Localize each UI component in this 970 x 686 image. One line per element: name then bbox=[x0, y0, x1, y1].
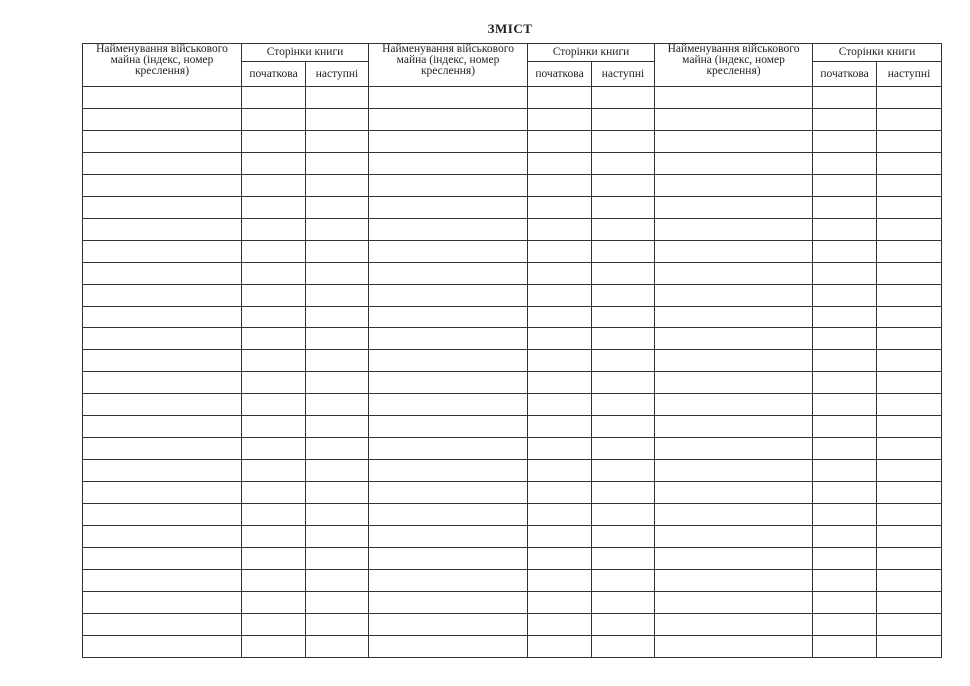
table-cell bbox=[369, 438, 528, 460]
table-cell bbox=[83, 87, 242, 109]
table-cell bbox=[242, 328, 306, 350]
table-cell bbox=[655, 416, 813, 438]
table-cell bbox=[369, 328, 528, 350]
table-cell bbox=[306, 372, 369, 394]
table-cell bbox=[83, 328, 242, 350]
table-cell bbox=[242, 569, 306, 591]
table-cell bbox=[655, 306, 813, 328]
table-cell bbox=[877, 174, 942, 196]
table-row bbox=[83, 416, 942, 438]
table-cell bbox=[592, 240, 655, 262]
table-cell bbox=[592, 548, 655, 570]
table-cell bbox=[83, 569, 242, 591]
table-cell bbox=[528, 569, 592, 591]
table-cell bbox=[369, 196, 528, 218]
table-cell bbox=[877, 438, 942, 460]
table-cell bbox=[83, 306, 242, 328]
table-cell bbox=[242, 152, 306, 174]
table-row bbox=[83, 108, 942, 130]
column-header-next: наступні bbox=[592, 62, 655, 87]
table-cell bbox=[877, 218, 942, 240]
table-cell bbox=[242, 262, 306, 284]
table-cell bbox=[369, 306, 528, 328]
table-cell bbox=[369, 548, 528, 570]
table-cell bbox=[306, 196, 369, 218]
column-header-name: Найменування військового майна (індекс, номер креслення) bbox=[655, 44, 813, 87]
table-cell bbox=[813, 130, 877, 152]
table-cell bbox=[306, 569, 369, 591]
table-cell bbox=[877, 613, 942, 635]
table-cell bbox=[242, 635, 306, 657]
table-cell bbox=[306, 218, 369, 240]
table-cell bbox=[877, 350, 942, 372]
table-cell bbox=[83, 548, 242, 570]
table-cell bbox=[242, 482, 306, 504]
table-cell bbox=[655, 152, 813, 174]
table-cell bbox=[83, 218, 242, 240]
table-cell bbox=[306, 284, 369, 306]
table-cell bbox=[369, 218, 528, 240]
table-cell bbox=[242, 284, 306, 306]
table-cell bbox=[306, 416, 369, 438]
table-cell bbox=[528, 504, 592, 526]
table-cell bbox=[528, 548, 592, 570]
table-cell bbox=[877, 152, 942, 174]
table-cell bbox=[83, 152, 242, 174]
table-cell bbox=[306, 504, 369, 526]
header-row bbox=[83, 44, 942, 62]
table-cell bbox=[369, 526, 528, 548]
table-cell bbox=[592, 569, 655, 591]
table-cell bbox=[242, 526, 306, 548]
table-cell bbox=[528, 218, 592, 240]
table-cell bbox=[83, 350, 242, 372]
table-cell bbox=[813, 152, 877, 174]
table-cell bbox=[242, 87, 306, 109]
table-cell bbox=[655, 372, 813, 394]
table-cell bbox=[655, 240, 813, 262]
table-cell bbox=[877, 196, 942, 218]
table-cell bbox=[83, 240, 242, 262]
table-row bbox=[83, 240, 942, 262]
table-cell bbox=[813, 504, 877, 526]
table-row bbox=[83, 613, 942, 635]
table-cell bbox=[877, 394, 942, 416]
table-row bbox=[83, 218, 942, 240]
table-cell bbox=[83, 196, 242, 218]
column-header-next: наступні bbox=[306, 62, 369, 87]
table-cell bbox=[655, 548, 813, 570]
table-cell bbox=[369, 482, 528, 504]
table-cell bbox=[592, 108, 655, 130]
table-cell bbox=[592, 87, 655, 109]
table-cell bbox=[369, 108, 528, 130]
table-cell bbox=[877, 240, 942, 262]
table-cell bbox=[592, 482, 655, 504]
table-cell bbox=[592, 372, 655, 394]
table-cell bbox=[306, 350, 369, 372]
table-cell bbox=[83, 416, 242, 438]
table-cell bbox=[83, 635, 242, 657]
table-cell bbox=[528, 460, 592, 482]
table-cell bbox=[813, 416, 877, 438]
table-cell bbox=[306, 438, 369, 460]
table-cell bbox=[655, 262, 813, 284]
table-cell bbox=[528, 87, 592, 109]
table-cell bbox=[528, 306, 592, 328]
table-cell bbox=[528, 108, 592, 130]
table-cell bbox=[306, 87, 369, 109]
table-cell bbox=[813, 526, 877, 548]
table-cell bbox=[83, 174, 242, 196]
table-cell bbox=[528, 416, 592, 438]
table-cell bbox=[83, 372, 242, 394]
table-cell bbox=[83, 438, 242, 460]
table-cell bbox=[655, 328, 813, 350]
table-cell bbox=[306, 328, 369, 350]
column-header-pages: Сторінки книги bbox=[528, 44, 655, 62]
column-header-initial: початкова bbox=[813, 62, 877, 87]
table-cell bbox=[592, 350, 655, 372]
table-cell bbox=[306, 591, 369, 613]
table-cell bbox=[655, 526, 813, 548]
table-cell bbox=[813, 460, 877, 482]
table-cell bbox=[242, 306, 306, 328]
table-cell bbox=[528, 482, 592, 504]
table-cell bbox=[877, 526, 942, 548]
table-cell bbox=[306, 240, 369, 262]
table-cell bbox=[592, 306, 655, 328]
table-cell bbox=[306, 174, 369, 196]
table-cell bbox=[592, 174, 655, 196]
table-cell bbox=[369, 240, 528, 262]
table-cell bbox=[306, 306, 369, 328]
table-cell bbox=[369, 350, 528, 372]
table-cell bbox=[877, 504, 942, 526]
table-cell bbox=[813, 174, 877, 196]
table-cell bbox=[877, 591, 942, 613]
table-cell bbox=[592, 262, 655, 284]
table-cell bbox=[83, 526, 242, 548]
table-cell bbox=[242, 372, 306, 394]
table-cell bbox=[83, 460, 242, 482]
table-cell bbox=[369, 460, 528, 482]
table-cell bbox=[592, 416, 655, 438]
table-cell bbox=[877, 328, 942, 350]
table-cell bbox=[655, 460, 813, 482]
table-row bbox=[83, 438, 942, 460]
table-cell bbox=[242, 196, 306, 218]
table-cell bbox=[83, 108, 242, 130]
table-cell bbox=[813, 350, 877, 372]
table-cell bbox=[592, 196, 655, 218]
table-cell bbox=[242, 591, 306, 613]
table-cell bbox=[242, 174, 306, 196]
table-cell bbox=[242, 438, 306, 460]
table-cell bbox=[877, 108, 942, 130]
table-cell bbox=[813, 438, 877, 460]
table-cell bbox=[655, 350, 813, 372]
table-row bbox=[83, 591, 942, 613]
table-cell bbox=[242, 460, 306, 482]
table-cell bbox=[655, 569, 813, 591]
table-cell bbox=[242, 504, 306, 526]
table-cell bbox=[655, 87, 813, 109]
table-cell bbox=[83, 394, 242, 416]
table-cell bbox=[306, 130, 369, 152]
table-cell bbox=[528, 635, 592, 657]
column-header-initial: початкова bbox=[242, 62, 306, 87]
table-cell bbox=[592, 526, 655, 548]
column-header-name: Найменування військового майна (індекс, номер креслення) bbox=[83, 44, 242, 87]
table-cell bbox=[655, 394, 813, 416]
table-cell bbox=[813, 548, 877, 570]
table-cell bbox=[813, 482, 877, 504]
table-cell bbox=[813, 87, 877, 109]
table-row bbox=[83, 196, 942, 218]
table-row bbox=[83, 372, 942, 394]
table-cell bbox=[242, 548, 306, 570]
table-row bbox=[83, 460, 942, 482]
table-cell bbox=[592, 284, 655, 306]
table-cell bbox=[655, 591, 813, 613]
table-cell bbox=[877, 130, 942, 152]
table-cell bbox=[528, 174, 592, 196]
table-cell bbox=[813, 372, 877, 394]
table-cell bbox=[369, 372, 528, 394]
table-cell bbox=[528, 130, 592, 152]
table-row bbox=[83, 306, 942, 328]
table-cell bbox=[242, 350, 306, 372]
table-cell bbox=[83, 284, 242, 306]
table-cell bbox=[369, 130, 528, 152]
table-cell bbox=[877, 482, 942, 504]
table-cell bbox=[242, 613, 306, 635]
table-cell bbox=[813, 569, 877, 591]
table-cell bbox=[528, 394, 592, 416]
table-row bbox=[83, 87, 942, 109]
table-cell bbox=[528, 284, 592, 306]
table-cell bbox=[592, 504, 655, 526]
table-cell bbox=[877, 262, 942, 284]
table-row bbox=[83, 152, 942, 174]
column-header-pages: Сторінки книги bbox=[242, 44, 369, 62]
table-cell bbox=[813, 613, 877, 635]
table-cell bbox=[655, 635, 813, 657]
table-cell bbox=[877, 306, 942, 328]
table-cell bbox=[813, 284, 877, 306]
table-cell bbox=[592, 218, 655, 240]
table-cell bbox=[83, 262, 242, 284]
table-cell bbox=[528, 328, 592, 350]
table-row bbox=[83, 130, 942, 152]
table-cell bbox=[306, 394, 369, 416]
table-cell bbox=[592, 460, 655, 482]
table-cell bbox=[369, 284, 528, 306]
table-cell bbox=[369, 613, 528, 635]
table-cell bbox=[877, 87, 942, 109]
table-row bbox=[83, 548, 942, 570]
table-cell bbox=[877, 635, 942, 657]
column-header-initial: початкова bbox=[528, 62, 592, 87]
table-cell bbox=[655, 613, 813, 635]
table-cell bbox=[369, 174, 528, 196]
table-row bbox=[83, 504, 942, 526]
table-cell bbox=[877, 284, 942, 306]
column-header-pages: Сторінки книги bbox=[813, 44, 942, 62]
table-cell bbox=[83, 613, 242, 635]
table-row bbox=[83, 394, 942, 416]
table-cell bbox=[528, 152, 592, 174]
table-cell bbox=[655, 108, 813, 130]
table-cell bbox=[242, 218, 306, 240]
table-row bbox=[83, 328, 942, 350]
table-cell bbox=[83, 591, 242, 613]
table-cell bbox=[369, 635, 528, 657]
table-cell bbox=[369, 504, 528, 526]
table-row bbox=[83, 284, 942, 306]
table-cell bbox=[369, 591, 528, 613]
table-cell bbox=[306, 460, 369, 482]
table-cell bbox=[83, 504, 242, 526]
table-cell bbox=[528, 240, 592, 262]
table-cell bbox=[528, 350, 592, 372]
table-cell bbox=[306, 548, 369, 570]
table-cell bbox=[592, 394, 655, 416]
table-cell bbox=[592, 130, 655, 152]
table-cell bbox=[242, 394, 306, 416]
table-cell bbox=[242, 130, 306, 152]
table-cell bbox=[813, 108, 877, 130]
table-row bbox=[83, 526, 942, 548]
table-cell bbox=[242, 240, 306, 262]
table-cell bbox=[528, 196, 592, 218]
table-cell bbox=[306, 613, 369, 635]
table-cell bbox=[528, 613, 592, 635]
column-header-name: Найменування військового майна (індекс, номер креслення) bbox=[369, 44, 528, 87]
table-cell bbox=[592, 613, 655, 635]
table-cell bbox=[655, 482, 813, 504]
table-cell bbox=[655, 504, 813, 526]
table-cell bbox=[655, 196, 813, 218]
table-cell bbox=[813, 328, 877, 350]
table-row bbox=[83, 569, 942, 591]
table-cell bbox=[306, 152, 369, 174]
table-cell bbox=[813, 306, 877, 328]
table-cell bbox=[306, 482, 369, 504]
table-cell bbox=[655, 130, 813, 152]
table-cell bbox=[877, 548, 942, 570]
table-cell bbox=[877, 416, 942, 438]
table-cell bbox=[369, 152, 528, 174]
table-cell bbox=[655, 438, 813, 460]
table-cell bbox=[592, 591, 655, 613]
table-cell bbox=[655, 174, 813, 196]
column-header-next: наступні bbox=[877, 62, 942, 87]
table-cell bbox=[242, 108, 306, 130]
table-row bbox=[83, 350, 942, 372]
table-cell bbox=[369, 87, 528, 109]
table-cell bbox=[369, 262, 528, 284]
table-cell bbox=[592, 438, 655, 460]
table-cell bbox=[369, 416, 528, 438]
table-cell bbox=[306, 108, 369, 130]
table-cell bbox=[528, 262, 592, 284]
table-cell bbox=[83, 482, 242, 504]
table-row bbox=[83, 174, 942, 196]
table-row bbox=[83, 635, 942, 657]
table-cell bbox=[592, 328, 655, 350]
table-cell bbox=[83, 130, 242, 152]
table-cell bbox=[655, 218, 813, 240]
table-row bbox=[83, 482, 942, 504]
table-cell bbox=[528, 591, 592, 613]
table-cell bbox=[592, 635, 655, 657]
table-cell bbox=[369, 394, 528, 416]
contents-table bbox=[82, 43, 942, 658]
table-cell bbox=[528, 438, 592, 460]
table-cell bbox=[877, 569, 942, 591]
table-cell bbox=[242, 416, 306, 438]
table-cell bbox=[528, 372, 592, 394]
table-cell bbox=[369, 569, 528, 591]
page-title: ЗМІСТ bbox=[487, 21, 533, 36]
table-cell bbox=[813, 196, 877, 218]
table-cell bbox=[528, 526, 592, 548]
table-cell bbox=[813, 240, 877, 262]
table-cell bbox=[306, 526, 369, 548]
table-cell bbox=[655, 284, 813, 306]
table-cell bbox=[813, 591, 877, 613]
table-cell bbox=[813, 635, 877, 657]
table-cell bbox=[813, 262, 877, 284]
table-row bbox=[83, 262, 942, 284]
table-cell bbox=[306, 635, 369, 657]
table-cell bbox=[813, 394, 877, 416]
table-cell bbox=[877, 372, 942, 394]
table-cell bbox=[592, 152, 655, 174]
table-cell bbox=[306, 262, 369, 284]
table-cell bbox=[877, 460, 942, 482]
table-cell bbox=[813, 218, 877, 240]
